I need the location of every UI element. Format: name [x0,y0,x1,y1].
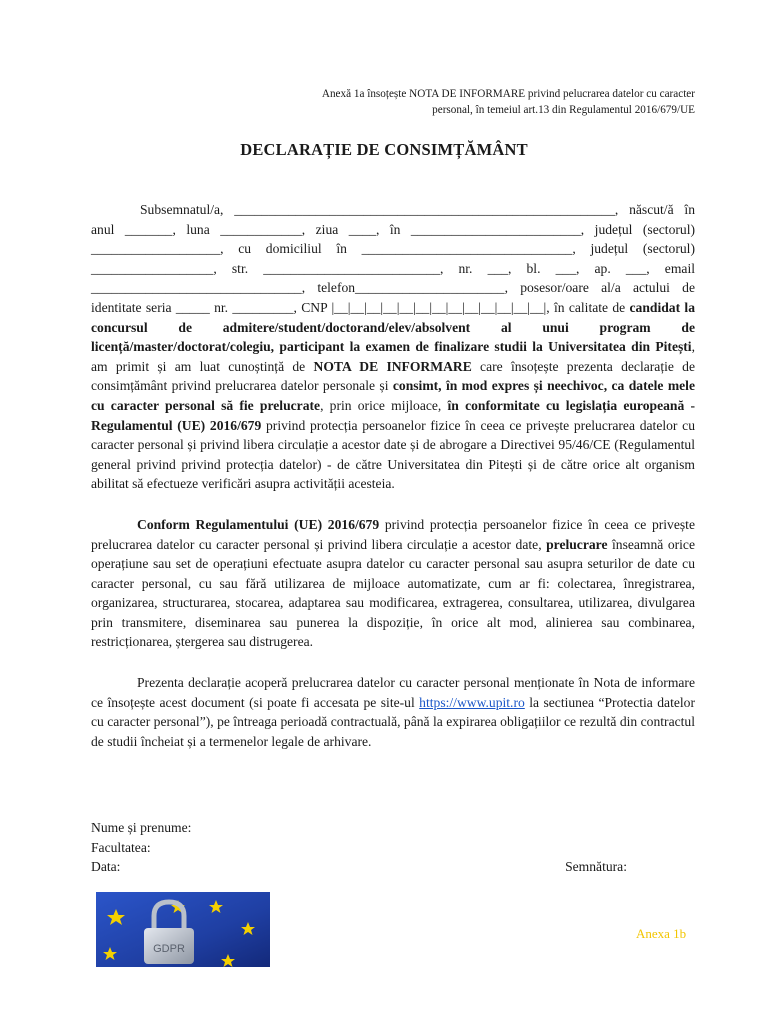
date-signature-row [91,857,695,877]
p1-text-5: privind protecția persoanelor fizice în ceea ce privește prelucrarea datelor cu caracter personal și privind libera circulație a acestor date și de abrogare a Directivei 95/46/CE (Regulamentul general privind privind protecția datelor) - de către Universitatea din Pitești și de către orice alt organism abilitat să efectueze verificări asupra activității acesteia. [91,417,695,492]
p1-bold-regulation: în conformitate cu legislația europeană - Regulamentul (UE) 2016/679 [91,397,695,433]
p3-text-1: Prezenta declarație acoperă prelucrarea datelor cu caracter personal menționate în Nota de informare ce însoțește acest document (si poate fi accesata pe site-ul [91,675,695,710]
faculty-label: Facultatea: [91,839,151,855]
gdpr-lock-text: GDPR [153,943,185,955]
p1-text-4: , prin orice mijloace, [320,397,448,413]
annex-note-line1: Anexă 1a însoțește NOTA DE INFORMARE privind pelucrarea datelor cu caracter [321,88,695,100]
p3-text-2: la sectiunea “Protectia datelor cu caracter personal”), pe întreaga perioadă contractuală, până la expirarea obligațiilor ce rezultă din contractul de studii încheiat și a termenelor legale de arhivare. [91,694,695,749]
p1-bold-consent: consimt, în mod expres și neechivoc, ca datele mele cu caracter personal să fie prelucrate [91,378,695,413]
date-label: Data: [91,859,121,875]
p1-bold-nota: NOTA DE INFORMARE [313,358,472,374]
p1-text-2: , am primit și am luat cunoștință de [91,339,695,374]
annex-1b-label: Anexa 1b [636,926,687,941]
p1-text-1: Subsemnatul/a, ________________________________________________________, născut/ă în anul _______, luna ____________, ziua ____, în _________________________, județul (sectorul) ___________________, cu domiciliul în _______________________________, județul (sectorul) __________________, str. __________________________, nr. ___, bl. ___, ap. ___, email _______________________________, telefon______________________, posesor/oare al/a actului de identitate seria _____ nr. _________, CNP |__|__|__|__|__|__|__|__|__|__|__|__|__|, în calitate de [91,202,695,315]
upit-link[interactable]: https://www.upit.ro [419,694,525,710]
signature-label: Semnătura: [565,859,627,875]
p2-text-1: privind protecția persoanelor fizice în ceea ce privește prelucrarea datelor cu caracter personal și privind libera circulație a acestor date, [91,516,695,552]
paragraph-coverage [91,673,695,751]
p1-text-3: care însoțește prezenta declarație de consimțământ privind prelucrarea datelor personale și [91,358,696,394]
signature-block [91,818,695,877]
name-label: Nume și prenume: [91,820,192,835]
p2-bold-regulation: Conform Regulamentului (UE) 2016/679 [137,516,380,532]
paragraph-regulation [91,515,695,652]
p2-bold-prelucrare: prelucrare [546,536,608,552]
gdpr-lock-image [96,892,270,967]
p2-text-2: înseamnă orice operațiune sau set de operațiuni efectuate asupra datelor cu caracter personal sau asupra seturilor de date cu caracter personal, cu sau fără utilizarea de mijloace automatizate, cum ar fi: colectarea, înregistrarea, organizarea, structurarea, stocarea, adaptarea sau modificarea, extragerea, consultarea, utilizarea, divulgarea prin transmitere, diseminarea sau punerea la dispoziție, în orice alt mod, alinierea sau combinarea, restricționarea, ștergerea sau distrugerea. [91,536,695,650]
annex-note [235,86,695,118]
annex-note-line2: personal, în temeiul art.13 din Regulamentul 2016/679/UE [432,104,695,116]
paragraph-declaration [91,200,695,494]
document-body [91,200,695,751]
p1-bold-candidate: candidat la concursul de admitere/student/doctorand/elev/absolvent al unui program de licență/master/doctorat/colegiu, participant la examen de finalizare studii la Universitatea din Pitești [91,299,695,355]
document-title: DECLARAȚIE DE CONSIMȚĂMÂNT [240,140,528,159]
